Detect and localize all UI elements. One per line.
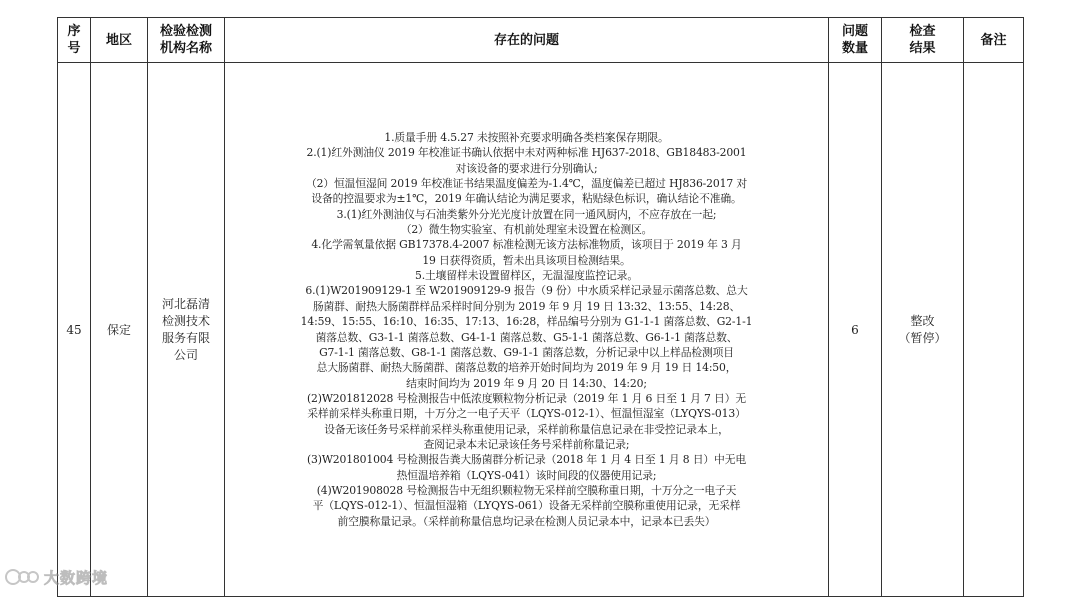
header-result: 检查 结果 [882, 18, 964, 63]
problem-line: 对该设备的要求进行分别确认; [455, 161, 598, 175]
watermark-logo-icon [4, 566, 40, 588]
header-row [58, 18, 1024, 63]
cell-index: 45 [58, 63, 91, 597]
inspection-table [57, 17, 1024, 597]
problem-line: 19 日获得资质，暂未出具该项目检测结果。 [422, 253, 631, 267]
problem-line: 前空膜称量记录。（采样前称量信息均记录在检测人员记录本中，记录本已丢失） [337, 514, 716, 528]
problem-line: 3.(1)红外测油仪与石油类紫外分光光度计放置在同一通风厨内，不应存放在一起; [336, 207, 717, 221]
watermark-text: 大数跨境 [44, 568, 109, 587]
header-remarks: 备注 [964, 18, 1024, 63]
problem-line: (2)W201812028 号检测报告中低浓度颗粒物分析记录（2019 年 1 月 6 日至 1 月 7 日）无 [306, 391, 746, 405]
cell-remarks [964, 63, 1024, 597]
header-region: 地区 [91, 18, 148, 63]
problem-line: (4)W201908028 号检测报告中无组织颗粒物无采样前空膜称重日期，十万分之一电子天 [316, 483, 737, 497]
problem-line: 2.(1)红外测油仪 2019 年校准证书确认依据中未对两种标准 HJ637-2018、GB18483-2001 [306, 146, 747, 160]
problem-line: (3)W201801004 号检测报告粪大肠菌群分析记录（2018 年 1 月 4 日至 1 月 8 日）中无电 [306, 453, 746, 467]
cell-problems [225, 63, 829, 597]
problem-line: 设备无该任务号采样前采样头称重使用记录，采样前称量信息记录在非受控记录本上， [324, 422, 729, 436]
cell-count: 6 [829, 63, 882, 597]
problem-line: G7-1-1 菌落总数、G8-1-1 菌落总数、G9-1-1 菌落总数，分析记录中以上样品检测项目 [319, 345, 734, 359]
inspection-table-container [57, 17, 1023, 597]
problem-line: 平（LQYS-012-1）、恒温恒湿箱（LYQYS-061）设备无采样前空膜称重使用记录，无采样 [312, 499, 741, 513]
cell-result: 整改 （暂停） [882, 63, 964, 597]
problem-line: 14:59、15:55、16:10、16:35、17:13、16:28，样品编号分别为 G1-1-1 菌落总数、G2-1-1 [300, 315, 753, 329]
problem-line: 总大肠菌群、耐热大肠菌群、菌落总数的培养开始时间均为 2019 年 9 月 19 日 14:50， [316, 361, 737, 375]
header-agency: 检验检测 机构名称 [148, 18, 225, 63]
watermark [4, 566, 108, 588]
problem-line: 6.(1)W201909129-1 至 W201909129-9 报告（9 份）中水质采样记录显示菌落总数、总大 [305, 284, 748, 298]
problem-line: 设备的控温要求为±1℃，2019 年确认结论为满足要求，粘贴绿色标识，确认结论不准确。 [311, 192, 742, 206]
header-count: 问题 数量 [829, 18, 882, 63]
problem-line: 结束时间均为 2019 年 9 月 20 日 14:30、14:20; [406, 376, 647, 390]
problem-line: 采样前采样头称重日期，十万分之一电子天平（LQYS-012-1）、恒温恒湿室（LYQYS-013） [307, 407, 746, 421]
problem-list [225, 130, 828, 529]
header-problems: 存在的问题 [225, 18, 829, 63]
cell-agency: 河北磊清 检测技术 服务有限 公司 [148, 63, 225, 597]
problem-line: 5.土壤留样未设置留样区，无温湿度监控记录。 [415, 269, 638, 283]
table-row [58, 63, 1024, 597]
cell-region: 保定 [91, 63, 148, 597]
header-index: 序 号 [58, 18, 91, 63]
problem-line: 4.化学需氧量依据 GB17378.4-2007 标准检测无该方法标准物质，该项目于 2019 年 3 月 [311, 238, 742, 252]
problem-line: 1.质量手册 4.5.27 未按照补充要求明确各类档案保存期限。 [384, 131, 669, 145]
problem-line: 查阅记录本未记录该任务号采样前称量记录; [423, 437, 630, 451]
problem-line: 肠菌群、耐热大肠菌群样品采样时间分别为 2019 年 9 月 19 日 13:32、13:55、14:28、 [312, 299, 741, 313]
problem-line: （2）恒温恒湿间 2019 年校准证书结果温度偏差为-1.4℃，温度偏差已超过 HJ836-2017 对 [306, 177, 747, 191]
problem-line: 菌落总数、G3-1-1 菌落总数、G4-1-1 菌落总数、G5-1-1 菌落总数、G6-1-1 菌落总数、 [315, 330, 738, 344]
problem-line: （2）微生物实验室、有机前处理室未设置在检测区。 [400, 223, 653, 237]
problem-line: 热恒温培养箱（LQYS-041）该时间段的仪器使用记录; [396, 468, 657, 482]
